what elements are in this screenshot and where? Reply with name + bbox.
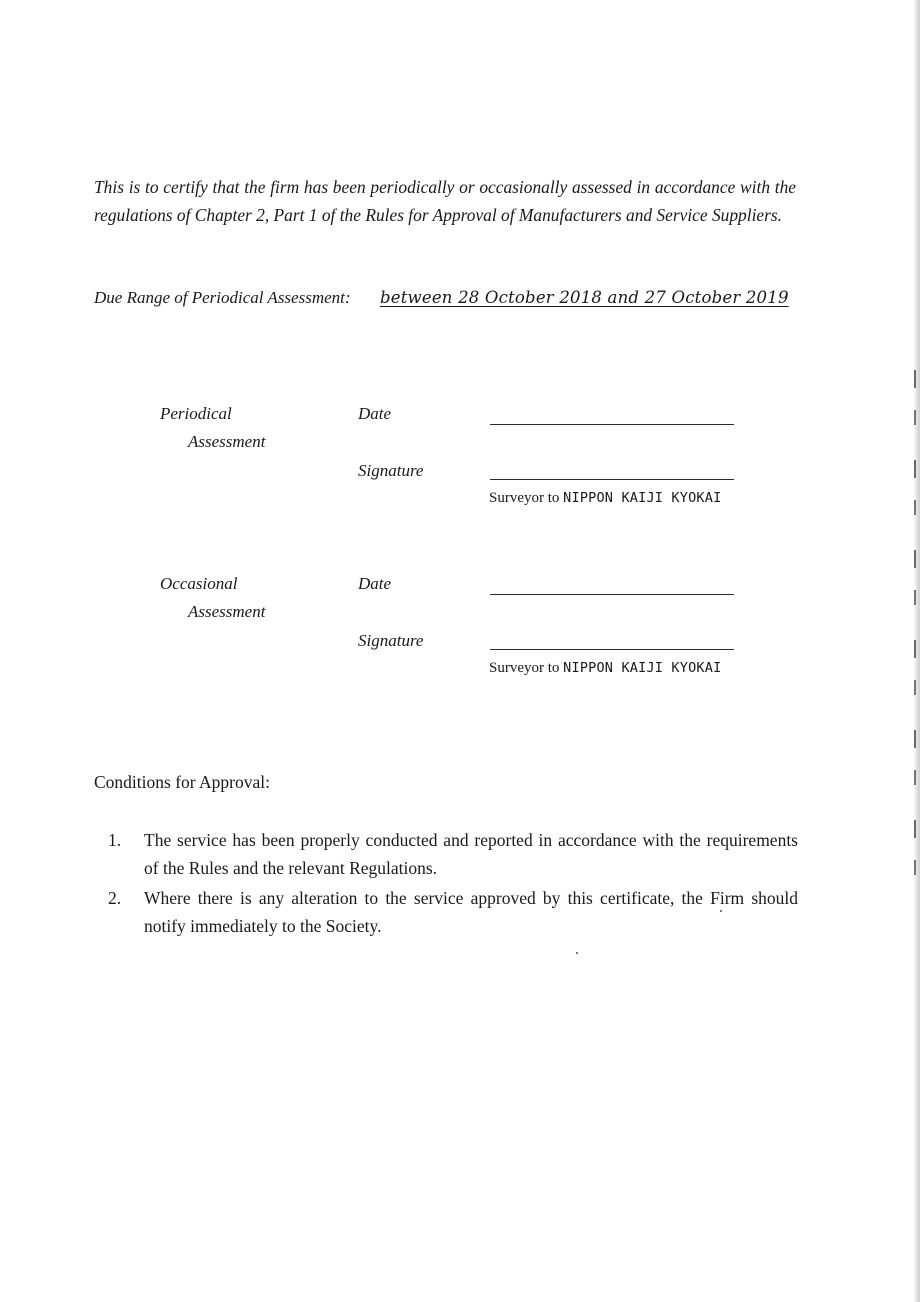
signature-line[interactable] (490, 479, 734, 480)
conditions-heading: Conditions for Approval: (94, 772, 270, 792)
surveyor-caption (489, 660, 721, 677)
conditions-list (94, 826, 798, 942)
condition-item (94, 826, 798, 882)
certification-statement: This is to certify that the firm has been periodically or occasionally assessed in accordance with the regulations of Chapter 2, Part 1 of the Rules for Approval of Manufacturers and Service Suppliers. (94, 177, 796, 225)
signature-label: Signature (358, 631, 424, 650)
signature-line[interactable] (490, 649, 734, 650)
condition-number: 1. (108, 830, 122, 850)
surveyor-organization: NIPPON KAIJI KYOKAI (563, 660, 722, 676)
assessment-title-line1: Occasional (160, 574, 238, 593)
assessment-title-line2: Assessment (188, 602, 266, 621)
scan-speck (576, 952, 578, 954)
due-range-value: between 28 October 2018 and 27 October 2019 (380, 288, 789, 307)
date-label: Date (358, 574, 392, 593)
periodical-assessment-block (0, 404, 920, 534)
surveyor-organization: NIPPON KAIJI KYOKAI (563, 490, 722, 506)
condition-text: The service has been properly conducted and reported in accordance with the requirements of the Rules and the relevant Regulations. (144, 830, 798, 878)
date-line[interactable] (490, 594, 734, 595)
assessment-title-line2: Assessment (188, 432, 266, 451)
condition-item (94, 884, 798, 940)
surveyor-caption (489, 490, 721, 507)
date-line[interactable] (490, 424, 734, 425)
assessment-title-line1: Periodical (160, 404, 232, 423)
surveyor-prefix: Surveyor to (489, 660, 560, 676)
surveyor-prefix: Surveyor to (489, 490, 560, 506)
date-label: Date (358, 404, 392, 423)
due-range (94, 288, 814, 308)
occasional-assessment-block (0, 574, 920, 704)
signature-label: Signature (358, 461, 424, 480)
condition-number: 2. (108, 888, 122, 908)
condition-text: Where there is any alteration to the service approved by this certificate, the Firm should notify immediately to the Society. (144, 888, 798, 936)
due-range-label: Due Range of Periodical Assessment: (94, 288, 351, 307)
scan-speck (720, 910, 722, 912)
